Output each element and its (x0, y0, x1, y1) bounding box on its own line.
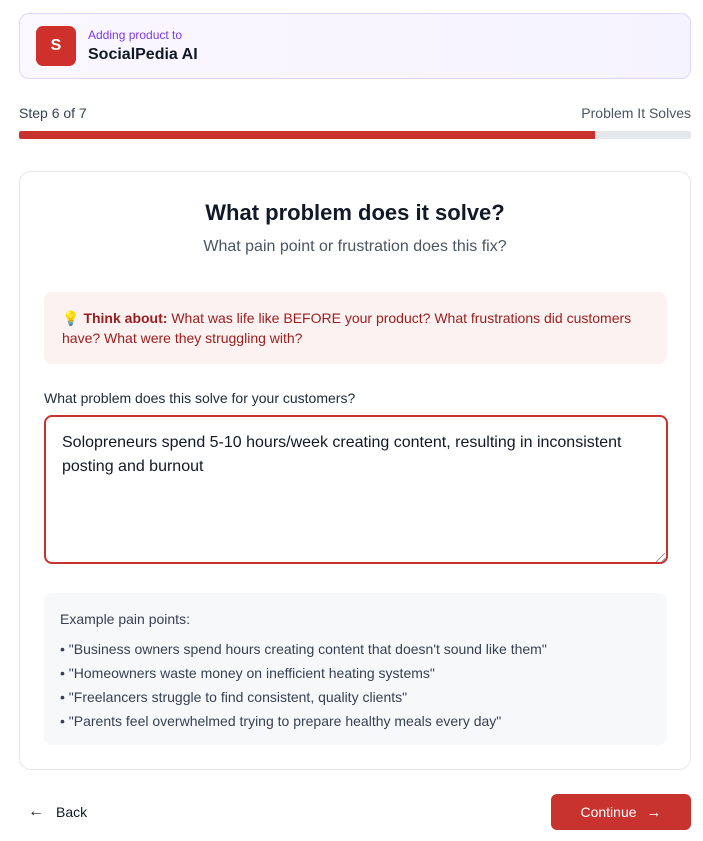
tip-label: Think about: (83, 310, 168, 326)
examples-box (44, 593, 667, 745)
back-button[interactable] (28, 797, 87, 827)
product-avatar: S (36, 26, 76, 66)
product-header-text (88, 28, 198, 64)
arrow-left-icon: ← (28, 803, 44, 820)
step-count: Step 6 of 7 (19, 105, 87, 121)
progress-bar (19, 131, 691, 139)
product-name: SocialPedia AI (88, 46, 198, 63)
progress-bar-fill (19, 131, 595, 139)
list-item: • "Parents feel overwhelmed trying to prepare healthy meals every day" (60, 713, 502, 729)
product-header-card (19, 13, 691, 79)
problem-field-label: What problem does this solve for your customers? (44, 390, 356, 406)
list-item: • "Freelancers struggle to find consistent, quality clients" (60, 689, 408, 705)
continue-button-label: Continue (580, 804, 637, 820)
page-title: What problem does it solve? (205, 200, 505, 225)
step-indicator (19, 105, 691, 121)
problem-form-card (19, 171, 691, 770)
arrow-right-icon: → (646, 803, 662, 821)
resize-handle-icon[interactable] (656, 553, 665, 562)
tip-text: What was life like BEFORE your product? What frustrations did customers have? What were they struggling with? (62, 310, 632, 346)
lightbulb-icon: 💡 (62, 310, 80, 326)
examples-title: Example pain points: (60, 611, 190, 627)
tip-box (44, 292, 667, 364)
continue-button[interactable] (551, 794, 691, 830)
list-item: • "Business owners spend hours creating content that doesn't sound like them" (60, 641, 547, 657)
product-caption: Adding product to (88, 28, 183, 42)
back-button-label: Back (56, 804, 88, 820)
problem-textarea[interactable] (44, 415, 668, 564)
list-item: • "Homeowners waste money on inefficient heating systems" (60, 665, 435, 681)
examples-list (60, 637, 651, 733)
page-subtitle: What pain point or frustration does this fix? (203, 238, 507, 255)
step-name: Problem It Solves (581, 105, 691, 121)
